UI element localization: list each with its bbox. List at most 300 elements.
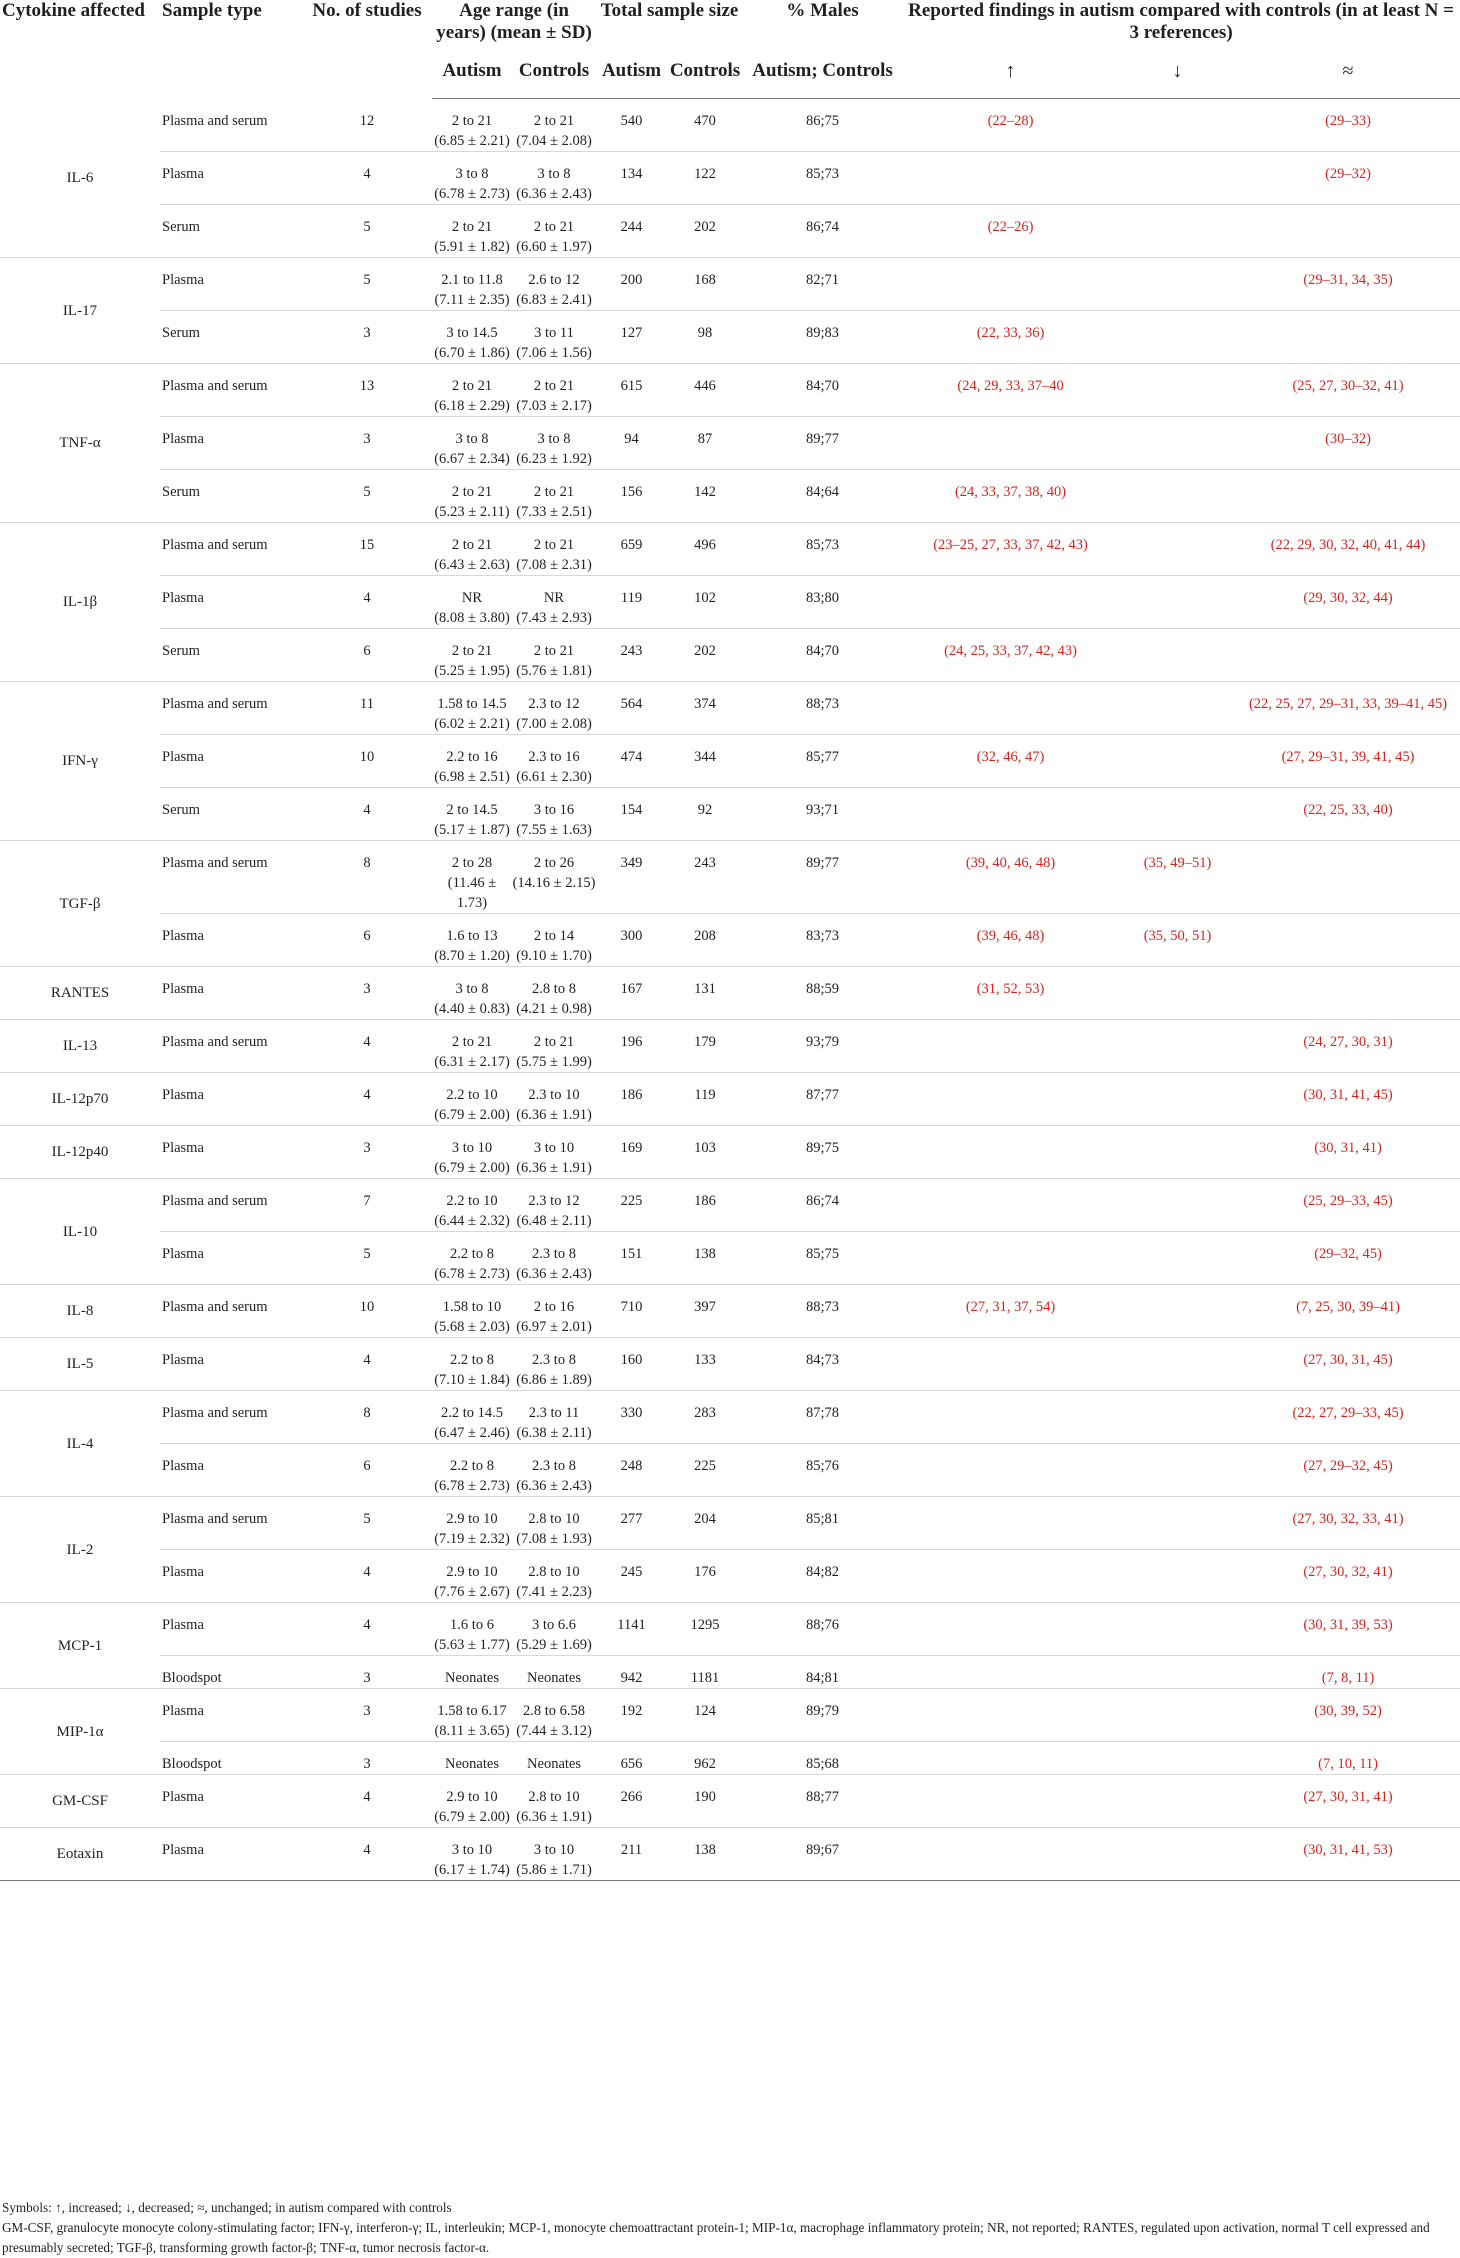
decreased-refs xyxy=(1119,629,1236,682)
age-controls-range: NR xyxy=(543,590,565,606)
age-autism-range: 2.1 to 11.8 xyxy=(441,272,503,288)
age-autism-range: 2.2 to 8 xyxy=(450,1352,494,1368)
age-controls xyxy=(512,417,596,470)
age-autism xyxy=(432,967,512,1020)
num-studies: 5 xyxy=(302,1232,432,1285)
age-autism-range: 1.58 to 6.17 xyxy=(437,1703,507,1719)
age-autism-range: 3 to 10 xyxy=(451,1140,493,1156)
subheader-age-controls: Controls xyxy=(512,44,596,99)
increased-refs: (22, 33, 36) xyxy=(902,311,1119,364)
sample-size-autism: 245 xyxy=(596,1550,667,1603)
age-autism-range: 2.2 to 10 xyxy=(446,1193,498,1209)
age-autism xyxy=(432,1285,512,1338)
age-controls xyxy=(512,1603,596,1656)
decreased-refs xyxy=(1119,1391,1236,1444)
increased-refs: (31, 52, 53) xyxy=(902,967,1119,1020)
table-row xyxy=(0,1742,1460,1775)
subheader-unchanged: ≈ xyxy=(1236,44,1460,99)
age-autism xyxy=(432,152,512,205)
increased-refs xyxy=(902,1073,1119,1126)
age-autism-range: 2 to 28 xyxy=(451,855,493,871)
age-autism xyxy=(432,523,512,576)
sample-type: Serum xyxy=(160,629,302,682)
sample-size-controls: 176 xyxy=(667,1550,743,1603)
sample-size-autism: 154 xyxy=(596,788,667,841)
sample-size-controls: 243 xyxy=(667,841,743,914)
age-controls-range: 2.8 to 10 xyxy=(528,1789,580,1805)
increased-refs xyxy=(902,1550,1119,1603)
age-controls-mean-sd: (6.48 ± 2.11) xyxy=(516,1213,592,1229)
age-autism xyxy=(432,99,512,152)
percent-males: 84;73 xyxy=(743,1338,902,1391)
percent-males: 88;73 xyxy=(743,1285,902,1338)
age-autism-mean-sd: (6.78 ± 2.73) xyxy=(434,1266,510,1282)
age-controls-range: 2 to 21 xyxy=(533,113,575,129)
sample-type: Plasma xyxy=(160,914,302,967)
age-controls-mean-sd: (4.21 ± 0.98) xyxy=(516,1001,592,1017)
unchanged-refs xyxy=(1236,205,1460,258)
age-controls-range: 3 to 6.6 xyxy=(532,1617,576,1633)
decreased-refs xyxy=(1119,1126,1236,1179)
decreased-refs xyxy=(1119,1689,1236,1742)
increased-refs xyxy=(902,576,1119,629)
age-autism xyxy=(432,258,512,311)
age-autism xyxy=(432,1497,512,1550)
sample-size-controls: 133 xyxy=(667,1338,743,1391)
increased-refs: (32, 46, 47) xyxy=(902,735,1119,788)
age-autism-range: 1.6 to 13 xyxy=(446,928,498,944)
sample-type: Plasma xyxy=(160,1550,302,1603)
sample-size-controls: 142 xyxy=(667,470,743,523)
sample-type: Plasma and serum xyxy=(160,1497,302,1550)
age-autism-range: 2 to 21 xyxy=(451,643,493,659)
age-controls-range: 3 to 10 xyxy=(533,1140,575,1156)
table-row xyxy=(0,735,1460,788)
age-controls-range: 2.3 to 12 xyxy=(528,1193,580,1209)
age-autism xyxy=(432,1550,512,1603)
age-controls-mean-sd: (6.36 ± 2.43) xyxy=(516,186,592,202)
decreased-refs xyxy=(1119,682,1236,735)
age-controls-mean-sd: (9.10 ± 1.70) xyxy=(516,948,592,964)
table-row xyxy=(0,1550,1460,1603)
sample-size-controls: 98 xyxy=(667,311,743,364)
age-controls xyxy=(512,1285,596,1338)
age-autism-mean-sd: (6.70 ± 1.86) xyxy=(434,345,510,361)
decreased-refs xyxy=(1119,1828,1236,1881)
table-row xyxy=(0,1775,1460,1828)
percent-males: 86;75 xyxy=(743,99,902,152)
sample-size-autism: 349 xyxy=(596,841,667,914)
decreased-refs: (35, 50, 51) xyxy=(1119,914,1236,967)
age-autism xyxy=(432,1073,512,1126)
sample-size-autism: 94 xyxy=(596,417,667,470)
age-controls-mean-sd: (6.36 ± 1.91) xyxy=(516,1107,592,1123)
age-autism xyxy=(432,417,512,470)
age-autism-mean-sd: (6.17 ± 1.74) xyxy=(434,1862,510,1878)
age-controls-mean-sd: (7.55 ± 1.63) xyxy=(516,822,592,838)
age-autism xyxy=(432,1742,512,1775)
age-autism xyxy=(432,1126,512,1179)
age-autism-mean-sd: (6.79 ± 2.00) xyxy=(434,1160,510,1176)
age-autism-mean-sd: (5.68 ± 2.03) xyxy=(434,1319,510,1335)
age-autism xyxy=(432,576,512,629)
num-studies: 6 xyxy=(302,1444,432,1497)
sample-type: Plasma xyxy=(160,576,302,629)
decreased-refs xyxy=(1119,205,1236,258)
sample-size-autism: 942 xyxy=(596,1656,667,1689)
unchanged-refs: (27, 30, 31, 45) xyxy=(1236,1338,1460,1391)
sample-type: Plasma xyxy=(160,1689,302,1742)
unchanged-refs: (30, 31, 39, 53) xyxy=(1236,1603,1460,1656)
sample-size-autism: 244 xyxy=(596,205,667,258)
decreased-refs xyxy=(1119,967,1236,1020)
increased-refs xyxy=(902,1603,1119,1656)
increased-refs xyxy=(902,1828,1119,1881)
table-row xyxy=(0,1444,1460,1497)
age-controls-range: 2 to 21 xyxy=(533,643,575,659)
footnote-symbols: Symbols: ↑, increased; ↓, decreased; ≈, unchanged; in autism compared with controls xyxy=(2,2200,452,2215)
age-autism xyxy=(432,1179,512,1232)
increased-refs xyxy=(902,1444,1119,1497)
sample-size-autism: 186 xyxy=(596,1073,667,1126)
cytokine-name: IL-17 xyxy=(0,258,160,364)
age-autism-mean-sd: (6.85 ± 2.21) xyxy=(434,133,510,149)
increased-refs xyxy=(902,258,1119,311)
age-autism-range: 2 to 21 xyxy=(451,484,493,500)
cytokine-name: MIP-1α xyxy=(0,1689,160,1775)
age-controls-range: 2 to 14 xyxy=(533,928,575,944)
age-controls-range: 2.8 to 8 xyxy=(532,981,576,997)
num-studies: 6 xyxy=(302,914,432,967)
sample-size-autism: 1141 xyxy=(596,1603,667,1656)
sample-size-autism: 200 xyxy=(596,258,667,311)
sample-size-controls: 470 xyxy=(667,99,743,152)
age-autism-range: 2.2 to 8 xyxy=(450,1458,494,1474)
age-autism-range: 2.2 to 8 xyxy=(450,1246,494,1262)
increased-refs xyxy=(902,1179,1119,1232)
table-row xyxy=(0,523,1460,576)
num-studies: 3 xyxy=(302,1689,432,1742)
increased-refs: (39, 40, 46, 48) xyxy=(902,841,1119,914)
percent-males: 89;77 xyxy=(743,841,902,914)
cytokine-name: IL-8 xyxy=(0,1285,160,1338)
age-controls xyxy=(512,1828,596,1881)
unchanged-refs: (30, 31, 41, 45) xyxy=(1236,1073,1460,1126)
sample-type: Plasma xyxy=(160,152,302,205)
age-autism-range: 2 to 21 xyxy=(451,1034,493,1050)
unchanged-refs: (25, 29–33, 45) xyxy=(1236,1179,1460,1232)
num-studies: 4 xyxy=(302,1775,432,1828)
age-controls-range: 3 to 10 xyxy=(533,1842,575,1858)
age-autism-mean-sd: (5.63 ± 1.77) xyxy=(434,1637,510,1653)
table-row xyxy=(0,1603,1460,1656)
age-autism xyxy=(432,1775,512,1828)
sample-size-controls: 496 xyxy=(667,523,743,576)
table-row xyxy=(0,1689,1460,1742)
footnote-abbreviations: GM-CSF, granulocyte monocyte colony-stimulating factor; IFN-γ, interferon-γ; IL, interleukin; MCP-1, monocyte chemoattractant protein-1; MIP-1α, macrophage inflammatory protein; NR, not reported; RANTES, regulated upon activation, normal T cell expressed and presumably secreted; TGF-β, transforming growth factor-β; TNF-α, tumor necrosis factor-α. xyxy=(2,2220,1430,2255)
age-controls-range: 2 to 16 xyxy=(533,1299,575,1315)
sample-type: Serum xyxy=(160,205,302,258)
table-row xyxy=(0,1285,1460,1338)
sample-size-autism: 564 xyxy=(596,682,667,735)
cytokine-name: IL-10 xyxy=(0,1179,160,1285)
age-controls xyxy=(512,967,596,1020)
table-row xyxy=(0,152,1460,205)
table-row xyxy=(0,682,1460,735)
age-controls xyxy=(512,1497,596,1550)
percent-males: 84;82 xyxy=(743,1550,902,1603)
num-studies: 3 xyxy=(302,311,432,364)
decreased-refs xyxy=(1119,311,1236,364)
age-controls xyxy=(512,576,596,629)
age-controls-mean-sd: (6.61 ± 2.30) xyxy=(516,769,592,785)
sample-size-controls: 138 xyxy=(667,1232,743,1285)
decreased-refs xyxy=(1119,523,1236,576)
sample-type: Plasma and serum xyxy=(160,364,302,417)
sample-type: Serum xyxy=(160,470,302,523)
sample-size-autism: 192 xyxy=(596,1689,667,1742)
age-autism-range: 2.2 to 14.5 xyxy=(440,1405,504,1421)
age-autism-range: 2 to 14.5 xyxy=(446,802,498,818)
age-autism-range: 2.9 to 10 xyxy=(446,1789,498,1805)
percent-males: 85;73 xyxy=(743,523,902,576)
decreased-refs xyxy=(1119,258,1236,311)
sample-size-autism: 710 xyxy=(596,1285,667,1338)
age-controls xyxy=(512,205,596,258)
age-controls xyxy=(512,788,596,841)
percent-males: 89;77 xyxy=(743,417,902,470)
age-autism-mean-sd: (6.78 ± 2.73) xyxy=(434,186,510,202)
age-controls-range: 2.8 to 6.58 xyxy=(522,1703,586,1719)
age-autism-mean-sd: (6.18 ± 2.29) xyxy=(434,398,510,414)
decreased-refs xyxy=(1119,1742,1236,1775)
unchanged-refs xyxy=(1236,470,1460,523)
sample-type: Plasma and serum xyxy=(160,1020,302,1073)
age-autism-range: 3 to 8 xyxy=(455,431,489,447)
table-row xyxy=(0,841,1460,914)
header-sample-type: Sample type xyxy=(162,0,262,21)
sample-type: Plasma xyxy=(160,735,302,788)
increased-refs xyxy=(902,1126,1119,1179)
num-studies: 6 xyxy=(302,629,432,682)
subheader-age-autism: Autism xyxy=(432,44,512,99)
age-controls-mean-sd: (7.43 ± 2.93) xyxy=(516,610,592,626)
sample-size-controls: 225 xyxy=(667,1444,743,1497)
age-autism-mean-sd: (6.44 ± 2.32) xyxy=(434,1213,510,1229)
age-controls-range: 2.3 to 8 xyxy=(532,1246,576,1262)
table-row xyxy=(0,914,1460,967)
sample-size-controls: 1181 xyxy=(667,1656,743,1689)
sample-size-controls: 446 xyxy=(667,364,743,417)
age-autism-mean-sd: (6.78 ± 2.73) xyxy=(434,1478,510,1494)
sample-type: Plasma and serum xyxy=(160,1285,302,1338)
age-autism-range: 2.2 to 10 xyxy=(446,1087,498,1103)
age-controls-mean-sd: (7.08 ± 2.31) xyxy=(516,557,592,573)
table-row xyxy=(0,1391,1460,1444)
cytokine-name: IL-12p70 xyxy=(0,1073,160,1126)
table-row xyxy=(0,1126,1460,1179)
header-cytokine: Cytokine affected xyxy=(2,0,145,21)
unchanged-refs: (30–32) xyxy=(1236,417,1460,470)
age-controls xyxy=(512,1391,596,1444)
age-autism-mean-sd: (7.11 ± 2.35) xyxy=(434,292,510,308)
age-autism-range: Neonates xyxy=(445,1756,499,1772)
num-studies: 4 xyxy=(302,1020,432,1073)
sample-type: Plasma and serum xyxy=(160,1391,302,1444)
age-controls xyxy=(512,841,596,914)
table-row xyxy=(0,1828,1460,1881)
age-controls-range: 2.3 to 10 xyxy=(528,1087,580,1103)
age-autism xyxy=(432,1444,512,1497)
age-autism-range: 1.58 to 14.5 xyxy=(437,696,507,712)
sample-size-controls: 168 xyxy=(667,258,743,311)
age-controls xyxy=(512,99,596,152)
age-autism-mean-sd: (5.91 ± 1.82) xyxy=(434,239,510,255)
decreased-refs xyxy=(1119,152,1236,205)
age-autism xyxy=(432,1656,512,1689)
sample-type: Plasma xyxy=(160,1232,302,1285)
table-row xyxy=(0,1497,1460,1550)
percent-males: 83;73 xyxy=(743,914,902,967)
unchanged-refs: (29–33) xyxy=(1236,99,1460,152)
unchanged-refs: (29–32) xyxy=(1236,152,1460,205)
header-num-studies: No. of studies xyxy=(312,0,422,21)
decreased-refs xyxy=(1119,1444,1236,1497)
age-controls-range: 2.3 to 16 xyxy=(528,749,580,765)
sample-size-controls: 1295 xyxy=(667,1603,743,1656)
unchanged-refs: (29, 30, 32, 44) xyxy=(1236,576,1460,629)
sample-size-autism: 243 xyxy=(596,629,667,682)
age-controls xyxy=(512,1338,596,1391)
age-autism-range: 2.9 to 10 xyxy=(446,1511,498,1527)
percent-males: 86;74 xyxy=(743,1179,902,1232)
age-controls-mean-sd: (6.36 ± 1.91) xyxy=(516,1160,592,1176)
age-autism xyxy=(432,1603,512,1656)
percent-males: 89;79 xyxy=(743,1689,902,1742)
age-controls-mean-sd: (7.44 ± 3.12) xyxy=(516,1723,592,1739)
age-autism-range: NR xyxy=(461,590,483,606)
increased-refs: (22–26) xyxy=(902,205,1119,258)
unchanged-refs: (29–32, 45) xyxy=(1236,1232,1460,1285)
table-row xyxy=(0,417,1460,470)
unchanged-refs: (30, 39, 52) xyxy=(1236,1689,1460,1742)
age-controls-range: 3 to 8 xyxy=(537,166,571,182)
increased-refs xyxy=(902,1497,1119,1550)
increased-refs xyxy=(902,682,1119,735)
percent-males: 93;79 xyxy=(743,1020,902,1073)
age-autism-mean-sd: (8.08 ± 3.80) xyxy=(434,610,510,626)
age-controls xyxy=(512,1550,596,1603)
table-row xyxy=(0,1179,1460,1232)
sample-size-controls: 374 xyxy=(667,682,743,735)
sample-size-controls: 124 xyxy=(667,1689,743,1742)
age-controls xyxy=(512,1126,596,1179)
percent-males: 86;74 xyxy=(743,205,902,258)
table-row xyxy=(0,1232,1460,1285)
sample-size-autism: 211 xyxy=(596,1828,667,1881)
percent-males: 85;75 xyxy=(743,1232,902,1285)
unchanged-refs: (25, 27, 30–32, 41) xyxy=(1236,364,1460,417)
increased-refs xyxy=(902,1338,1119,1391)
unchanged-refs: (24, 27, 30, 31) xyxy=(1236,1020,1460,1073)
sample-type: Plasma xyxy=(160,1126,302,1179)
age-autism-mean-sd: (8.70 ± 1.20) xyxy=(434,948,510,964)
unchanged-refs: (22, 29, 30, 32, 40, 41, 44) xyxy=(1236,523,1460,576)
age-autism xyxy=(432,1232,512,1285)
age-autism xyxy=(432,311,512,364)
age-autism-range: 2.9 to 10 xyxy=(446,1564,498,1580)
table-row xyxy=(0,1020,1460,1073)
increased-refs: (24, 29, 33, 37–40 xyxy=(902,364,1119,417)
age-autism xyxy=(432,364,512,417)
age-autism-mean-sd: (6.31 ± 2.17) xyxy=(434,1054,510,1070)
unchanged-refs: (7, 25, 30, 39–41) xyxy=(1236,1285,1460,1338)
sample-size-autism: 330 xyxy=(596,1391,667,1444)
header-total-sample: Total sample size xyxy=(600,0,739,21)
sample-type: Plasma xyxy=(160,967,302,1020)
cytokine-name: TNF-α xyxy=(0,364,160,523)
age-controls-mean-sd: (6.60 ± 1.97) xyxy=(516,239,592,255)
sample-size-controls: 208 xyxy=(667,914,743,967)
sample-size-autism: 266 xyxy=(596,1775,667,1828)
sample-size-controls: 179 xyxy=(667,1020,743,1073)
age-controls-mean-sd: (6.36 ± 2.43) xyxy=(516,1478,592,1494)
age-controls-range: 3 to 11 xyxy=(534,325,574,341)
percent-males: 87;77 xyxy=(743,1073,902,1126)
sample-size-autism: 196 xyxy=(596,1020,667,1073)
decreased-refs: (35, 49–51) xyxy=(1119,841,1236,914)
percent-males: 84;81 xyxy=(743,1656,902,1689)
num-studies: 4 xyxy=(302,152,432,205)
age-autism-range: Neonates xyxy=(445,1670,499,1686)
age-controls xyxy=(512,682,596,735)
decreased-refs xyxy=(1119,1775,1236,1828)
age-autism-mean-sd: (6.79 ± 2.00) xyxy=(434,1809,510,1825)
age-autism-mean-sd: (6.98 ± 2.51) xyxy=(434,769,510,785)
age-controls-mean-sd: (7.33 ± 2.51) xyxy=(516,504,592,520)
cytokine-name: IL-12p40 xyxy=(0,1126,160,1179)
increased-refs: (23–25, 27, 33, 37, 42, 43) xyxy=(902,523,1119,576)
increased-refs: (27, 31, 37, 54) xyxy=(902,1285,1119,1338)
subheader-males: Autism; Controls xyxy=(743,44,902,99)
age-autism-mean-sd: (6.67 ± 2.34) xyxy=(434,451,510,467)
age-autism-range: 3 to 10 xyxy=(451,1842,493,1858)
num-studies: 3 xyxy=(302,967,432,1020)
decreased-refs xyxy=(1119,1338,1236,1391)
header-males: % Males xyxy=(786,0,859,21)
sample-type: Plasma xyxy=(160,1775,302,1828)
age-controls-range: Neonates xyxy=(527,1670,581,1686)
age-autism-mean-sd: (6.02 ± 2.21) xyxy=(434,716,510,732)
decreased-refs xyxy=(1119,99,1236,152)
sample-type: Plasma and serum xyxy=(160,841,302,914)
num-studies: 10 xyxy=(302,1285,432,1338)
sample-size-controls: 397 xyxy=(667,1285,743,1338)
increased-refs xyxy=(902,417,1119,470)
age-controls xyxy=(512,1444,596,1497)
age-controls-range: 2 to 21 xyxy=(533,378,575,394)
table-body xyxy=(0,99,1460,1881)
num-studies: 3 xyxy=(302,1126,432,1179)
age-controls-mean-sd: (6.36 ± 2.43) xyxy=(516,1266,592,1282)
sample-size-controls: 202 xyxy=(667,629,743,682)
age-controls xyxy=(512,1073,596,1126)
sample-size-controls: 92 xyxy=(667,788,743,841)
age-autism-range: 1.58 to 10 xyxy=(442,1299,502,1315)
age-controls xyxy=(512,258,596,311)
age-autism xyxy=(432,1338,512,1391)
increased-refs xyxy=(902,1742,1119,1775)
